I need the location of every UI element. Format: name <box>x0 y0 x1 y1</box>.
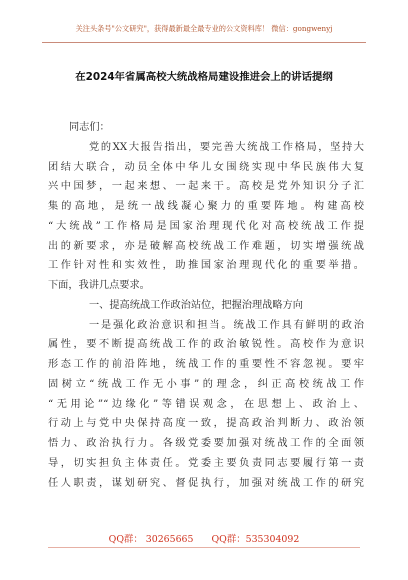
body-line: 团结大联合，动员全体中华儿女围绕实现中华民族伟大复 <box>48 161 364 173</box>
footer-divider <box>48 547 360 548</box>
body-line: “无用论”“边缘化”等错误观念，在思想上、政治上、 <box>48 398 364 410</box>
document-title: 在2024年省属高校大统战格局建设推进会上的讲话提纲 <box>75 71 333 83</box>
body-line: 出的新要求，亦是破解高校统战工作难题，切实增强统战 <box>48 240 364 252</box>
body-line: 悟力、政治执行力。各级党委要加强对统战工作的全面领 <box>48 438 364 449</box>
footer-qq-group-2: QQ群：535304092 <box>211 534 300 545</box>
body-line: 一是强化政治意识和担当。统战工作具有鲜明的政治 <box>89 319 364 331</box>
body-line: 属性，要不断提高统战工作的政治敏锐性。高校作为意识 <box>48 339 364 351</box>
header-promo-note: 关注头条号"公文研究"，获得最新最全最专业的公文资料库！ 微信：gongwenyj <box>75 24 333 33</box>
body-line: “大统战”工作格局是国家治理现代化对高校统战工作提 <box>48 220 364 232</box>
document-body <box>48 118 364 493</box>
body-line: 形态工作的前沿阵地，统战工作的重要性不容忽视。要牢 <box>48 359 364 370</box>
body-line: 固树立“统战工作无小事”的理念，纠正高校统战工作 <box>48 378 364 390</box>
section-heading: 一、提高统战工作政治站位，把握治理战略方向 <box>89 299 303 311</box>
body-line: 行动上与党中央保持高度一致，提高政治判断力、政治领 <box>48 418 364 430</box>
body-line: 兴中国梦，一起来想、一起来干。高校是党外知识分子汇 <box>48 181 364 193</box>
body-line: 导，切实担负主体责任。党委主要负责同志要履行第一责 <box>48 457 364 469</box>
footer-qq-group-1: QQ群： 30265665 <box>108 534 194 545</box>
body-line: 下面，我讲几点要求。 <box>48 280 150 291</box>
body-line: 集的高地，是统一战线凝心聚力的重要阵地。构建高校 <box>48 201 364 212</box>
salutation: 同志们： <box>69 122 110 133</box>
body-line: 工作针对性和实效性，助推国家治理现代化的重要举措。 <box>48 260 364 272</box>
header-divider <box>42 42 366 43</box>
body-line: 党的XX大报告指出，要完善大统战工作格局，坚持大 <box>89 141 364 153</box>
footer-contact <box>0 531 408 545</box>
body-line: 任人职责，谋划研究、督促执行，加强对统战工作的研究 <box>48 477 364 489</box>
